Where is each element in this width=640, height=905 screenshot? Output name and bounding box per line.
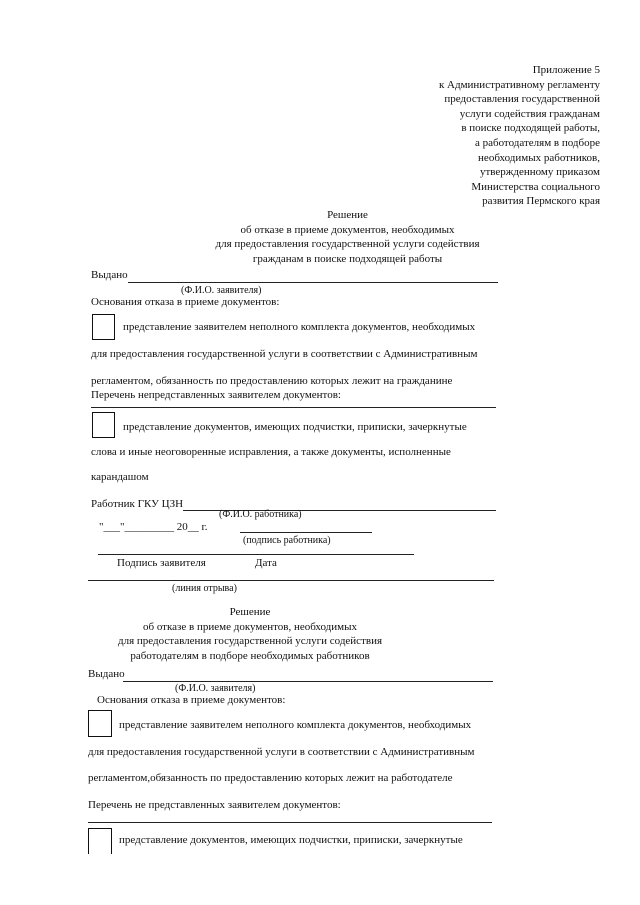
form2-checkbox-corrections[interactable]	[88, 828, 112, 854]
form2-missing-docs-line	[88, 822, 492, 823]
form2-issued-label: Выдано	[88, 668, 125, 680]
cut-line	[88, 580, 494, 581]
form1-fio-worker-caption: (Ф.И.О. работника)	[219, 509, 302, 520]
form1-date-line: "___"_________ 20__ г.	[99, 521, 208, 533]
appendix-line: предоставления государственной	[444, 93, 600, 106]
form2-fio-applicant-caption: (Ф.И.О. заявителя)	[175, 683, 256, 694]
appendix-line: развития Пермского края	[482, 195, 600, 208]
form1-fio-applicant-caption: (Ф.И.О. заявителя)	[181, 285, 262, 296]
appendix-header	[340, 63, 600, 209]
form1-option2-line: карандашом	[91, 471, 149, 483]
form1-signature-applicant-label: Подпись заявителя	[117, 557, 206, 569]
form1-applicant-signature-line	[98, 554, 414, 555]
appendix-line: в поиске подходящей работы,	[461, 122, 600, 135]
form1-option1-line: представление заявителем неполного комплекта документов, необходимых	[123, 321, 476, 333]
form1-title: Решение	[327, 209, 368, 221]
form2-subtitle-line: для предоставления государственной услуги содействия	[117, 635, 383, 647]
form2-option1-line: для предоставления государственной услуги в соответствии с Административным	[88, 746, 475, 758]
form1-checkbox-corrections[interactable]	[92, 412, 115, 438]
form2-missing-docs-label: Перечень не представленных заявителем документов:	[88, 799, 341, 811]
form2-grounds-label: Основания отказа в приеме документов:	[97, 694, 286, 706]
appendix-line: к Административному регламенту	[438, 78, 600, 91]
form1-worker-label: Работник ГКУ ЦЗН	[91, 498, 184, 510]
form1-subtitle-line: гражданам в поиске подходящей работы	[252, 252, 443, 265]
form2-option1-line: регламентом,обязанность по предоставлению которых лежит на работодателе	[88, 772, 453, 784]
cut-line-caption: (линия отрыва)	[172, 583, 237, 594]
form1-date-label: Дата	[255, 557, 277, 569]
form2-checkbox-incomplete[interactable]	[88, 710, 112, 737]
form1-option2-line: представление документов, имеющих подчистки, приписки, зачеркнутые	[123, 421, 467, 433]
form1-signature-worker-caption: (подпись работника)	[243, 535, 331, 546]
form2-heading	[100, 605, 400, 663]
form1-issued-label: Выдано	[91, 269, 128, 281]
form1-subtitle-line: об отказе в приеме документов, необходимых	[240, 223, 455, 236]
form2-subtitle-line: об отказе в приеме документов, необходимых	[142, 620, 357, 633]
appendix-line: необходимых работников,	[478, 151, 600, 164]
form1-missing-docs-label: Перечень непредставленных заявителем документов:	[91, 389, 341, 401]
form1-checkbox-incomplete[interactable]	[92, 314, 115, 340]
appendix-line: а работодателям в подборе	[474, 136, 600, 149]
form2-option2-line: представление документов, имеющих подчистки, приписки, зачеркнутые	[119, 834, 463, 846]
form1-option2-line: слова и иные неоговоренные исправления, а также документы, исполненные	[91, 446, 451, 458]
form2-subtitle-line: работодателям в подборе необходимых работников	[130, 649, 370, 662]
form1-option1-line: для предоставления государственной услуги в соответствии с Административным	[91, 348, 478, 360]
form1-worker-signature-line	[240, 532, 372, 533]
form1-subtitle-line: для предоставления государственной услуги содействия	[215, 238, 480, 250]
appendix-line: утвержденному приказом	[479, 166, 600, 179]
form2-title: Решение	[229, 606, 271, 618]
form1-grounds-label: Основания отказа в приеме документов:	[91, 296, 280, 308]
appendix-line: Приложение 5	[532, 64, 600, 76]
form1-option1-line: регламентом, обязанность по предоставлению которых лежит на гражданине	[91, 375, 453, 387]
form1-missing-docs-line	[91, 407, 496, 408]
appendix-line: услуги содействия гражданам	[459, 107, 600, 120]
form2-option1-line: представление заявителем неполного комплекта документов, необходимых	[119, 719, 472, 731]
form1-heading	[0, 208, 640, 266]
form1-issued-fill-line	[128, 282, 498, 283]
appendix-line: Министерства социального	[471, 180, 600, 193]
